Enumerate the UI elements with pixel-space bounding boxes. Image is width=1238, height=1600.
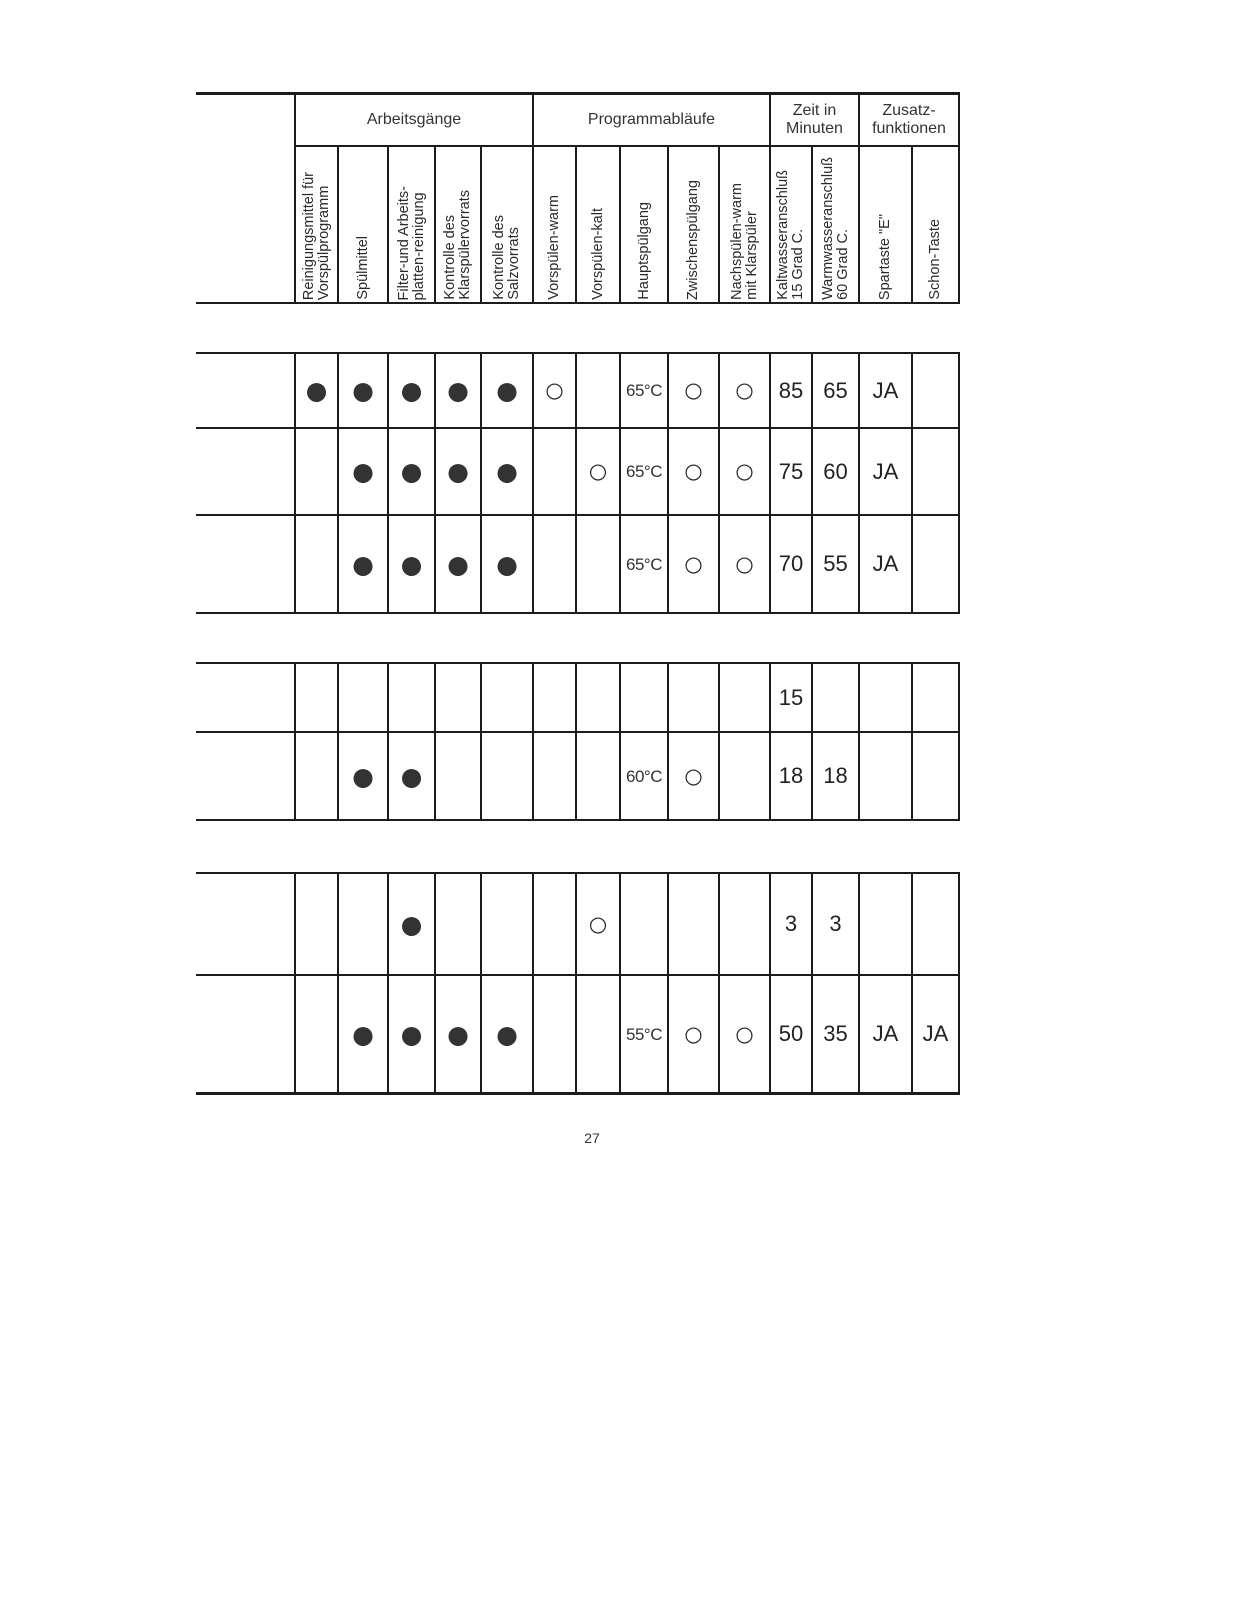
column-header-label	[730, 183, 760, 300]
table-cell: ●	[400, 1019, 423, 1049]
column-header	[481, 146, 533, 303]
table-cell	[295, 515, 338, 613]
column-header-line: 15 Grad C.	[790, 229, 806, 300]
table-row	[295, 515, 959, 613]
table-cell	[859, 663, 912, 732]
table-cell	[576, 732, 620, 820]
table-cell: 35	[823, 1021, 848, 1046]
table-cell: 15	[778, 684, 804, 710]
table-cell	[295, 663, 338, 732]
table-cell: ●	[400, 761, 423, 791]
column-header	[388, 146, 435, 303]
table-cell	[912, 873, 959, 975]
table-cell: ○	[735, 551, 754, 576]
table-cell: ○	[684, 459, 703, 483]
table-cell: ●	[447, 549, 469, 579]
group-header-label: Arbeitsgänge	[366, 110, 462, 128]
column-header-line: Vorspülen-kalt	[589, 208, 606, 300]
column-header-label	[397, 186, 427, 300]
group-header-label: Zusatz-	[882, 101, 936, 119]
table-cell: ●	[447, 457, 469, 486]
table-cell: JA	[872, 551, 899, 576]
group-header	[770, 93, 859, 146]
table-cell	[533, 732, 576, 820]
group-header	[295, 93, 533, 146]
table-cell	[620, 873, 668, 975]
table-cell	[719, 732, 770, 820]
group-header-label: Zeit in	[792, 101, 837, 119]
table-cell	[481, 873, 533, 975]
table-cell	[576, 515, 620, 613]
table-cell	[295, 975, 338, 1093]
group-header	[533, 93, 770, 146]
column-header-line: mit Klarspüler	[743, 211, 760, 300]
table-cell	[533, 428, 576, 515]
group-header-label: Programmabläufe	[587, 110, 716, 128]
program-section	[295, 873, 959, 1093]
column-header-label	[302, 172, 332, 300]
table-cell	[388, 663, 435, 732]
table-cell	[912, 515, 959, 613]
column-header-line: Vorspülen-warm	[546, 195, 562, 300]
table-cell: JA	[872, 1021, 899, 1046]
table-cell: JA	[872, 458, 899, 484]
table-cell: ●	[352, 457, 374, 486]
table-row	[295, 663, 959, 732]
column-header-line: Salzvorrats	[506, 227, 522, 300]
column-header	[576, 146, 620, 303]
table-cell: 55	[823, 551, 848, 576]
table-cell	[859, 873, 912, 975]
table-cell: 65°C	[626, 462, 662, 481]
column-header	[620, 146, 668, 303]
column-header-label	[878, 214, 893, 300]
table-cell: ●	[496, 457, 518, 486]
column-header	[912, 146, 959, 303]
table-cell: ○	[735, 459, 754, 483]
table-cell: 50	[778, 1021, 804, 1046]
table-cell: ●	[400, 457, 423, 486]
table-cell	[533, 975, 576, 1093]
table-cell: 60	[823, 458, 848, 484]
program-section	[295, 353, 959, 613]
table-cell	[435, 873, 481, 975]
table-cell: ●	[305, 376, 328, 405]
column-header-line: Hauptspülgang	[635, 202, 652, 300]
table-cell: 55°C	[626, 1024, 662, 1044]
page-number: 27	[584, 1130, 600, 1146]
table-cell	[719, 663, 770, 732]
table-cell: 65°C	[626, 554, 662, 574]
column-header	[859, 146, 912, 303]
column-header-line: Kontrolle des	[491, 215, 507, 300]
group-header-label: funktionen	[872, 119, 946, 137]
column-header-line: Klarspülervorrats	[457, 190, 473, 300]
column-header-line: Reinigungsmittel für	[300, 171, 317, 300]
table-cell: 18	[778, 763, 804, 788]
table-cell	[533, 515, 576, 613]
program-section	[295, 663, 959, 820]
table-cell	[668, 663, 719, 732]
table-cell: 60°C	[626, 766, 662, 786]
group-header	[859, 93, 959, 146]
column-header-line: Schon-Taste	[927, 219, 943, 300]
table-cell	[859, 732, 912, 820]
column-header-line: platten-reinigung	[410, 191, 427, 300]
column-header-label	[686, 180, 701, 300]
table-cell: ○	[588, 911, 608, 936]
table-cell: ●	[352, 549, 374, 579]
table-cell: ●	[496, 376, 518, 405]
table-cell: 65°C	[626, 381, 662, 400]
table-cell: ○	[684, 763, 703, 788]
table-cell: ○	[545, 378, 564, 402]
group-header-label: Minuten	[786, 119, 843, 137]
column-header	[338, 146, 388, 303]
column-header-line: Zwischenspülgang	[685, 179, 701, 300]
table-row	[295, 873, 959, 975]
table-cell	[912, 428, 959, 515]
column-header-label	[591, 208, 606, 300]
table-cell	[576, 975, 620, 1093]
table-cell: 65	[823, 377, 848, 403]
table-cell	[719, 873, 770, 975]
table-cell	[295, 732, 338, 820]
table-cell	[668, 873, 719, 975]
table-cell: 75	[778, 458, 804, 484]
table-cell: JA	[922, 1021, 949, 1046]
table-cell	[435, 732, 481, 820]
column-header-line: Spülmittel	[354, 236, 371, 300]
column-header-label	[547, 195, 562, 300]
column-header	[719, 146, 770, 303]
table-cell	[912, 663, 959, 732]
table-cell: 18	[823, 763, 848, 788]
table-cell: ●	[496, 549, 518, 579]
column-header-line: Filter-und Arbeits-	[395, 185, 412, 300]
table-cell: ○	[684, 551, 703, 576]
table-cell: ●	[447, 376, 469, 405]
table-cell	[295, 428, 338, 515]
table-cell: JA	[872, 377, 899, 403]
column-header-line: Kaltwasseranschluß	[775, 170, 791, 300]
table-cell: ○	[735, 378, 754, 402]
table-cell: 3	[829, 911, 842, 936]
table-row	[295, 975, 959, 1093]
table-cell: 85	[778, 377, 804, 403]
table-cell	[912, 732, 959, 820]
table-cell	[620, 663, 668, 732]
table-cell	[338, 663, 388, 732]
table-cell	[435, 663, 481, 732]
table-cell	[338, 873, 388, 975]
column-header	[295, 146, 338, 303]
table-cell	[576, 663, 620, 732]
column-header	[435, 146, 481, 303]
table-cell: ○	[588, 459, 608, 483]
table-cell: ●	[496, 1019, 518, 1049]
table-cell: ●	[400, 376, 423, 405]
table-cell	[812, 663, 859, 732]
table-cell	[533, 873, 576, 975]
table-cell: ●	[352, 376, 374, 405]
table-cell: 3	[784, 911, 798, 936]
table-cell	[481, 732, 533, 820]
table-cell	[533, 663, 576, 732]
table-cell: ○	[684, 1021, 703, 1046]
table-cell: ●	[400, 909, 423, 939]
column-header	[668, 146, 719, 303]
table-cell	[295, 873, 338, 975]
column-header-line: Vorspülprogramm	[315, 185, 332, 300]
column-header-label	[821, 157, 851, 300]
column-header-label	[492, 215, 522, 300]
column-header-label	[637, 202, 652, 300]
table-row	[295, 732, 959, 820]
column-header-label	[443, 190, 473, 300]
table-cell: ●	[447, 1019, 469, 1049]
column-header-label	[928, 219, 943, 300]
column-header	[812, 146, 859, 303]
table-cell: ○	[684, 378, 703, 402]
table-cell	[576, 353, 620, 428]
column-header-line: Kontrolle des	[442, 215, 458, 300]
column-header-line: 60 Grad C.	[834, 229, 851, 300]
column-header-line: Warmwasseranschluß	[819, 157, 836, 300]
column-header-label	[776, 170, 806, 300]
table-cell: ●	[352, 761, 374, 791]
column-header	[533, 146, 576, 303]
column-header-line: Nachspülen-warm	[728, 183, 745, 300]
table-row	[295, 353, 959, 428]
table-cell	[912, 353, 959, 428]
table-cell: ○	[735, 1021, 754, 1046]
table-cell: ●	[400, 549, 423, 579]
table-row	[295, 428, 959, 515]
column-header-label	[356, 236, 371, 300]
table-cell: 70	[778, 551, 804, 576]
table-cell: ●	[352, 1019, 374, 1049]
table-cell	[481, 663, 533, 732]
column-header	[770, 146, 812, 303]
column-header-line: Spartaste "E"	[877, 213, 893, 300]
